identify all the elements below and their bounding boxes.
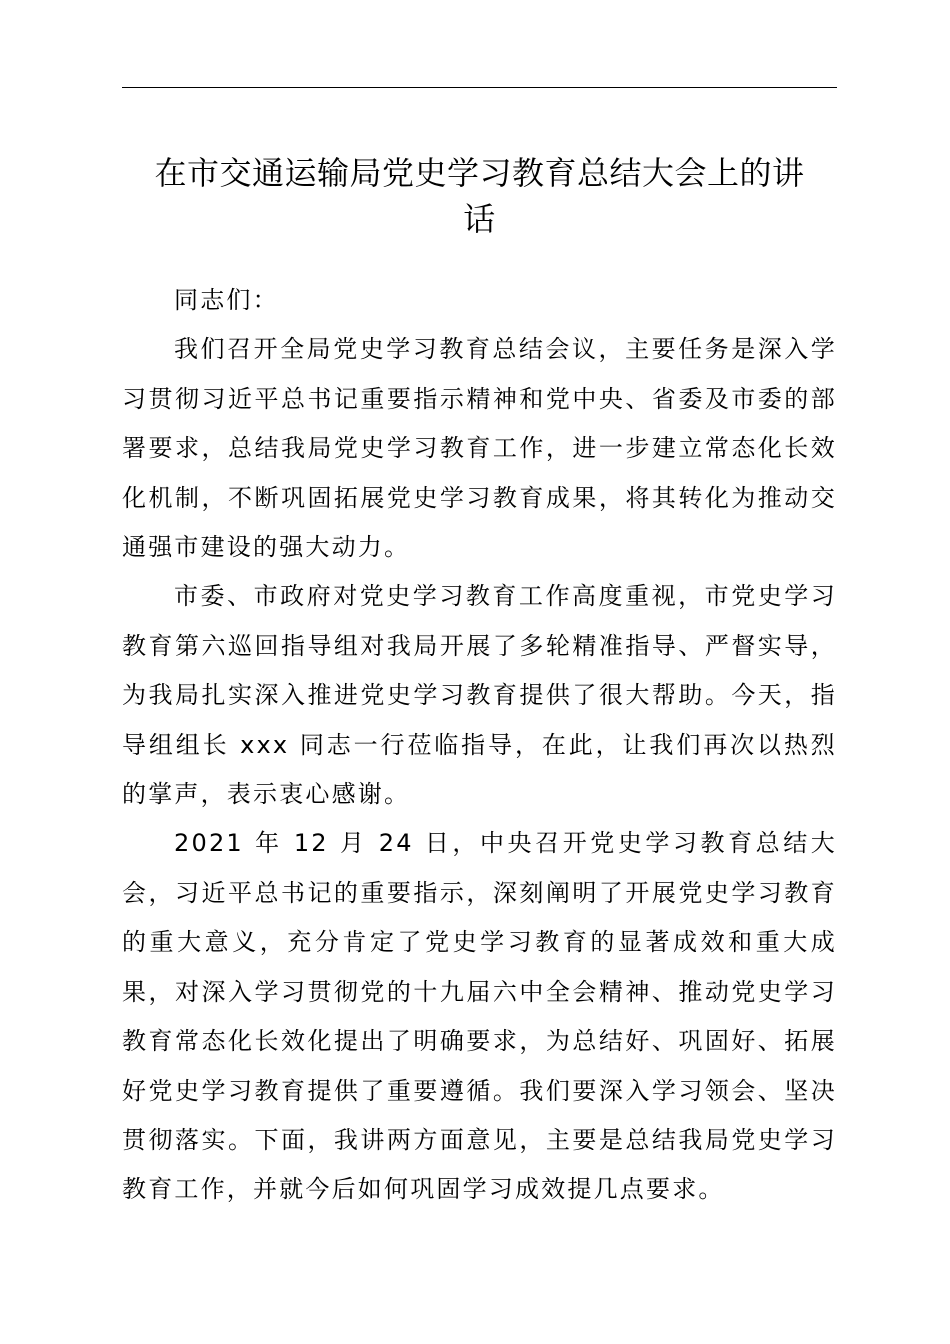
header-rule bbox=[122, 87, 837, 88]
document-body bbox=[122, 276, 837, 1215]
paragraph-1: 我们召开全局党史学习教育总结会议，主要任务是深入学习贯彻习近平总书记重要指示精神和党中央、省委及市委的部署要求，总结我局党史学习教育工作，进一步建立常态化长效化机制，不断巩固拓展党史学习教育成果，将其转化为推动交通强市建设的强大动力。 bbox=[122, 335, 837, 562]
document-title: 在市交通运输局党史学习教育总结大会上的讲 话 bbox=[154, 154, 805, 238]
paragraph-2: 市委、市政府对党史学习教育工作高度重视，市党史学习教育第六巡回指导组对我局开展了多轮精准指导、严督实导，为我局扎实深入推进党史学习教育提供了很大帮助。今天，指导组组长 xxx 同志一行莅临指导，在此，让我们再次以热烈的掌声，表示衷心感谢。 bbox=[122, 582, 837, 809]
salutation: 同志们： bbox=[174, 286, 279, 314]
paragraph-3: 2021 年 12 月 24 日，中央召开党史学习教育总结大会，习近平总书记的重要指示，深刻阐明了开展党史学习教育的重大意义，充分肯定了党史学习教育的显著成效和重大成果，对深入学习贯彻党的十九届六中全会精神、推动党史学习教育常态化长效化提出了明确要求，为总结好、巩固好、拓展好党史学习教育提供了重要遵循。我们要深入学习领会、坚决贯彻落实。下面，我讲两方面意见，主要是总结我局党史学习教育工作，并就今后如何巩固学习成效提几点要求。 bbox=[122, 829, 837, 1204]
